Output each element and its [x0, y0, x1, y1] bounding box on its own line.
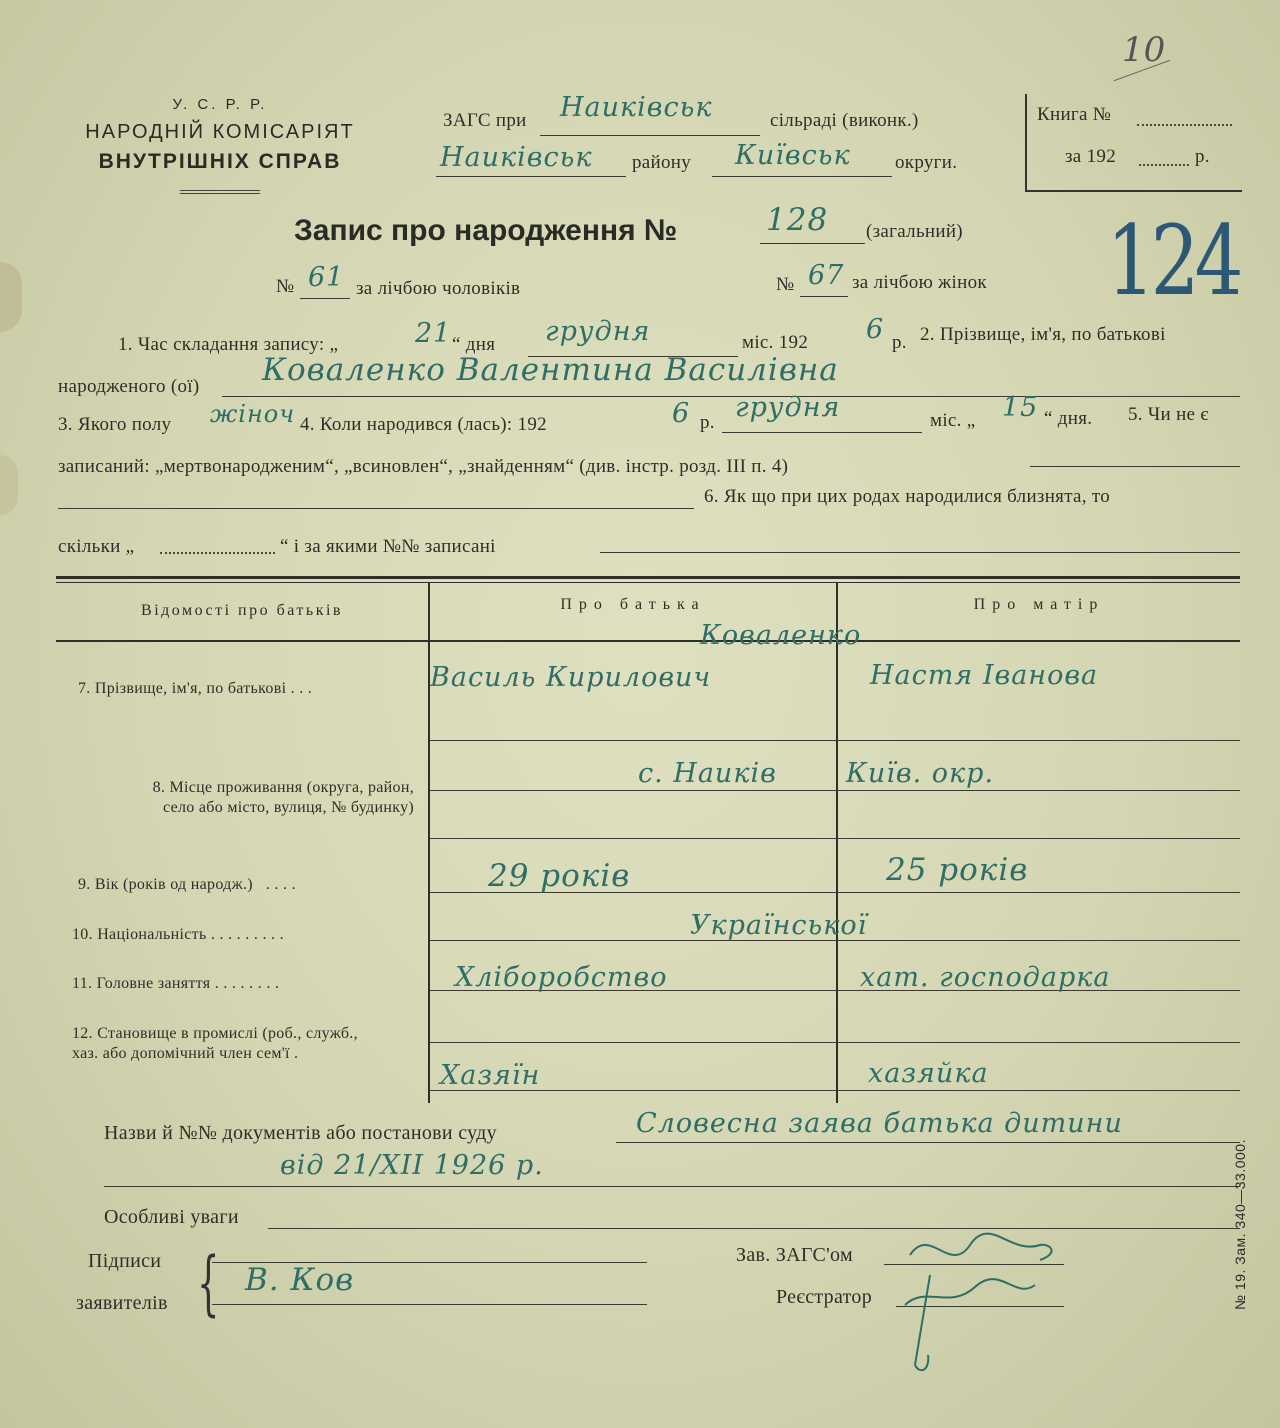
men-number-value: 61 — [308, 262, 345, 293]
field4-month-value: грудня — [735, 392, 841, 423]
row8-line-a — [430, 790, 1240, 791]
general-label: (загальний) — [866, 221, 963, 242]
book-number-line — [1137, 124, 1232, 126]
table-col-divider-1 — [428, 583, 430, 1103]
mother-occupation-value: хат. господарка — [860, 962, 1111, 993]
field3-value: жіноч — [210, 400, 296, 428]
twins-numbers-line — [600, 552, 1240, 553]
row8-label: 8. Місце проживання (округа, район, село або місто, вулиця, № будинку) — [152, 779, 414, 816]
row12-label: 12. Становище в промислі (роб., служб., хаз. або допомічний член сем'ї . — [72, 1025, 358, 1062]
binding-hole-bottom — [0, 455, 18, 515]
field5-line-a — [1030, 466, 1240, 467]
child-name-line — [222, 396, 1240, 397]
documents-line-a — [616, 1142, 1240, 1143]
mother-residence-value: Київ. окр. — [846, 758, 995, 789]
twins-count-line — [160, 552, 275, 554]
okrug-value: Київськ — [735, 140, 851, 171]
row9-label: 9. Вік (років од народж.) . . . . — [78, 876, 296, 893]
field6-cont-a: скільки „ — [58, 536, 135, 557]
selrada-label: сільраді (виконк.) — [770, 110, 919, 131]
field4-day-value: 15 — [1002, 392, 1039, 423]
book-year-suffix: р. — [1195, 146, 1210, 167]
signatures-bracket: { — [197, 1242, 220, 1324]
documents-value: Словесна заява батька дитини — [636, 1108, 1123, 1139]
zags-village-line — [540, 135, 760, 136]
col-father-header: Про батька — [560, 596, 706, 613]
form-print-mark: № 19. Зам. 340—33.000. — [1232, 1139, 1248, 1310]
women-no-mark: № — [776, 274, 795, 295]
field1-year-value: 6 — [866, 314, 885, 345]
women-label: за лічбою жінок — [852, 272, 987, 293]
notes-line — [268, 1228, 1240, 1229]
signatures-label-2: заявителів — [76, 1292, 168, 1314]
book-year-line — [1139, 164, 1189, 166]
field3-label: 3. Якого полу — [58, 414, 172, 435]
table-col-divider-2 — [836, 583, 838, 1103]
large-registry-mark: 124 — [1106, 205, 1239, 317]
field2-label: 2. Прізвище, ім'я, по батькові — [920, 324, 1166, 345]
district-line — [436, 176, 626, 177]
okrug-label: округи. — [895, 152, 958, 173]
table-header-rule — [56, 640, 1240, 642]
col-mother-header: Про матір — [973, 596, 1105, 613]
official-signatures — [890, 1215, 1090, 1395]
field4-label: 4. Коли народився (лась): 192 — [300, 414, 547, 435]
header-divider — [180, 190, 260, 194]
men-number-line — [300, 298, 350, 299]
col-info-header: Відомості про батьків — [141, 602, 343, 619]
zags-label: ЗАГС при — [443, 110, 527, 131]
record-title: Запис про народження № — [294, 214, 678, 247]
table-top-rule-thin — [56, 582, 1240, 583]
row12-line-a — [430, 1042, 1240, 1043]
corner-page-number: 10 — [1122, 30, 1166, 70]
field4-year-value: 6 — [672, 398, 691, 429]
field1-day-value: 21 — [415, 318, 452, 349]
applicant-signature: В. Ков — [245, 1262, 355, 1298]
father-age-value: 29 років — [488, 858, 631, 894]
binding-hole-top — [0, 262, 22, 332]
row7-line — [430, 740, 1240, 741]
commissariat-label: НАРОДНІЙ КОМІСАРІЯТ — [85, 121, 355, 143]
book-label: Книга № — [1037, 104, 1112, 125]
mother-name-value: Настя Іванова — [870, 660, 1099, 691]
men-no-mark: № — [276, 276, 295, 297]
issuer-block — [60, 96, 380, 194]
zags-village-value: Наиківськ — [560, 92, 713, 123]
district-value: Наиківськ — [440, 142, 593, 173]
field6-label: 6. Як що при цих родах народилися близнята, то — [704, 486, 1111, 507]
documents-label: Назви й №№ документів або постанови суду — [104, 1122, 497, 1144]
row8-line-b — [430, 838, 1240, 839]
men-label: за лічбою чоловіків — [356, 278, 521, 299]
nationality-value: Української — [690, 910, 868, 941]
general-number-line — [760, 243, 865, 244]
father-occupation-value: Хліборобство — [455, 962, 668, 993]
signature-line-b — [212, 1304, 647, 1305]
field4-day-suffix: “ дня. — [1044, 408, 1093, 429]
father-status-value: Хазяїн — [440, 1060, 541, 1091]
mother-age-value: 25 років — [886, 852, 1029, 888]
field4-mis: міс. „ — [930, 410, 976, 431]
ministry-label: ВНУТРІШНІХ СПРАВ — [98, 150, 342, 173]
women-number-line — [800, 296, 848, 297]
field4-month-line — [722, 432, 922, 433]
documents-line-b — [104, 1186, 1240, 1187]
row11-label: 11. Головне заняття . . . . . . . . — [72, 975, 280, 992]
father-surname-value: Коваленко — [700, 620, 862, 651]
father-residence-value: с. Наиків — [638, 758, 777, 789]
general-number-value: 128 — [766, 202, 829, 238]
book-box — [1025, 94, 1242, 192]
field5-cont: записаний: „мертвонародженим“, „всиновлен“, „знайденням“ (див. інстр. розд. III п. 4) — [58, 456, 789, 477]
field2-cont: народженого (ої) — [58, 376, 200, 397]
field1-r: р. — [892, 332, 907, 353]
row10-label: 10. Національність . . . . . . . . . — [72, 926, 284, 943]
mother-status-value: хазяйка — [868, 1058, 989, 1089]
field1-label: 1. Час складання запису: „ — [118, 334, 339, 355]
child-name-value: Коваленко Валентина Василівна — [262, 352, 839, 388]
field5-line-b — [58, 508, 694, 509]
book-year-prefix: за 192 — [1065, 146, 1116, 167]
field6-cont-b: “ і за якими №№ записані — [280, 536, 496, 557]
state-label: У. С. Р. Р. — [172, 96, 268, 113]
notes-label: Особливі уваги — [104, 1206, 239, 1228]
head-zags-label: Зав. ЗАГС'ом — [736, 1244, 853, 1266]
okrug-line — [712, 176, 892, 177]
women-number-value: 67 — [808, 260, 845, 291]
documents-date-value: від 21/XII 1926 р. — [280, 1150, 544, 1181]
field4-r: р. — [700, 412, 715, 433]
signatures-label-1: Підписи — [88, 1250, 162, 1272]
field1-mis: міс. 192 — [742, 332, 809, 353]
table-top-rule — [56, 576, 1240, 579]
father-name-value: Василь Кирилович — [430, 662, 712, 693]
field5-label: 5. Чи не є — [1128, 404, 1209, 425]
registrar-label: Реєстратор — [776, 1286, 873, 1308]
row7-label: 7. Прізвище, ім'я, по батькові . . . — [78, 680, 313, 697]
field1-day-suffix: “ дня — [452, 334, 496, 355]
district-label: району — [632, 152, 692, 173]
field1-month-value: грудня — [545, 316, 651, 347]
row12-line-b — [430, 1090, 1240, 1091]
